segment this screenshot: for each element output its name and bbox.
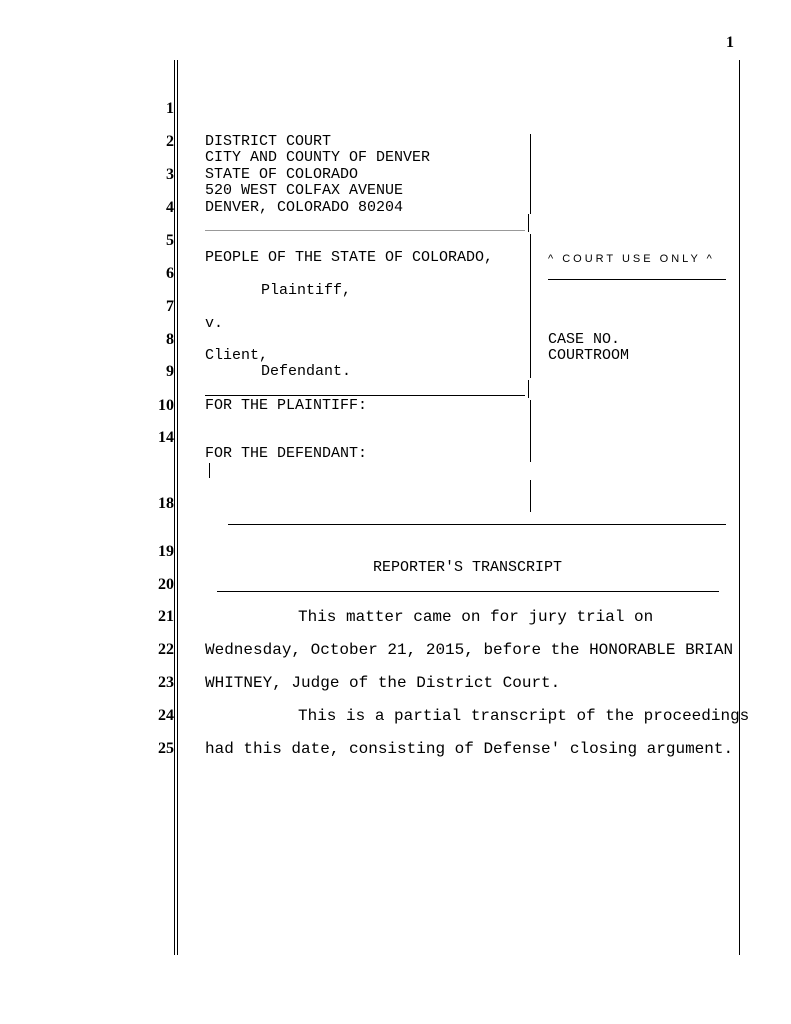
caption-separator — [528, 380, 529, 398]
body-line: Wednesday, October 21, 2015, before the HONORABLE BRIAN — [205, 641, 734, 659]
caption-separator — [528, 214, 529, 232]
body-line: This is a partial transcript of the proceedings — [298, 707, 750, 725]
plaintiff-role: Plaintiff, — [261, 282, 352, 299]
line-number: 24 — [158, 707, 174, 724]
caption-divider — [205, 230, 525, 231]
line-number: 20 — [158, 576, 174, 593]
line-number: 10 — [158, 397, 174, 414]
line-number: 9 — [166, 363, 174, 380]
body-line: This matter came on for jury trial on — [298, 608, 654, 626]
cursor-mark — [209, 463, 210, 478]
line-number: 21 — [158, 608, 174, 625]
plaintiff-name: PEOPLE OF THE STATE OF COLORADO, — [205, 249, 494, 266]
line-number: 14 — [158, 429, 174, 446]
versus: v. — [205, 315, 224, 332]
line-number: 6 — [166, 265, 174, 282]
title-rule — [217, 591, 719, 592]
caption-separator — [530, 480, 531, 512]
court-line: DENVER, COLORADO 80204 — [205, 199, 404, 216]
caption-separator — [530, 400, 531, 462]
line-number: 2 — [166, 133, 174, 150]
defendant-role: Defendant. — [261, 363, 352, 380]
court-line: 520 WEST COLFAX AVENUE — [205, 182, 404, 199]
page-number: 1 — [726, 34, 734, 51]
court-use-divider — [548, 279, 726, 280]
right-margin-line — [739, 60, 740, 955]
left-margin-line-inner — [177, 60, 178, 955]
line-number: 3 — [166, 166, 174, 183]
court-use-only: ^ COURT USE ONLY ^ — [548, 253, 715, 265]
case-number-label: CASE NO. — [548, 331, 621, 348]
body-line: WHITNEY, Judge of the District Court. — [205, 674, 561, 692]
line-number: 7 — [166, 298, 174, 315]
document-title: REPORTER'S TRANSCRIPT — [373, 559, 563, 576]
left-margin-line-outer — [174, 60, 175, 955]
line-number: 8 — [166, 331, 174, 348]
for-plaintiff: FOR THE PLAINTIFF: — [205, 397, 368, 414]
caption-separator — [530, 134, 531, 214]
courtroom-label: COURTROOM — [548, 347, 630, 364]
caption-bottom-rule — [228, 524, 726, 525]
defendant-name: Client, — [205, 347, 269, 364]
line-number: 4 — [166, 199, 174, 216]
line-number: 18 — [158, 495, 174, 512]
caption-divider — [205, 395, 525, 396]
court-line: CITY AND COUNTY OF DENVER — [205, 149, 431, 166]
caption-separator — [530, 234, 531, 378]
line-number: 1 — [166, 100, 174, 117]
court-line: DISTRICT COURT — [205, 133, 332, 150]
line-number: 19 — [158, 543, 174, 560]
body-line: had this date, consisting of Defense' closing argument. — [205, 740, 734, 758]
line-number: 23 — [158, 674, 174, 691]
court-line: STATE OF COLORADO — [205, 166, 359, 183]
line-number: 5 — [166, 232, 174, 249]
line-number: 25 — [158, 740, 174, 757]
for-defendant: FOR THE DEFENDANT: — [205, 445, 368, 462]
line-number: 22 — [158, 641, 174, 658]
